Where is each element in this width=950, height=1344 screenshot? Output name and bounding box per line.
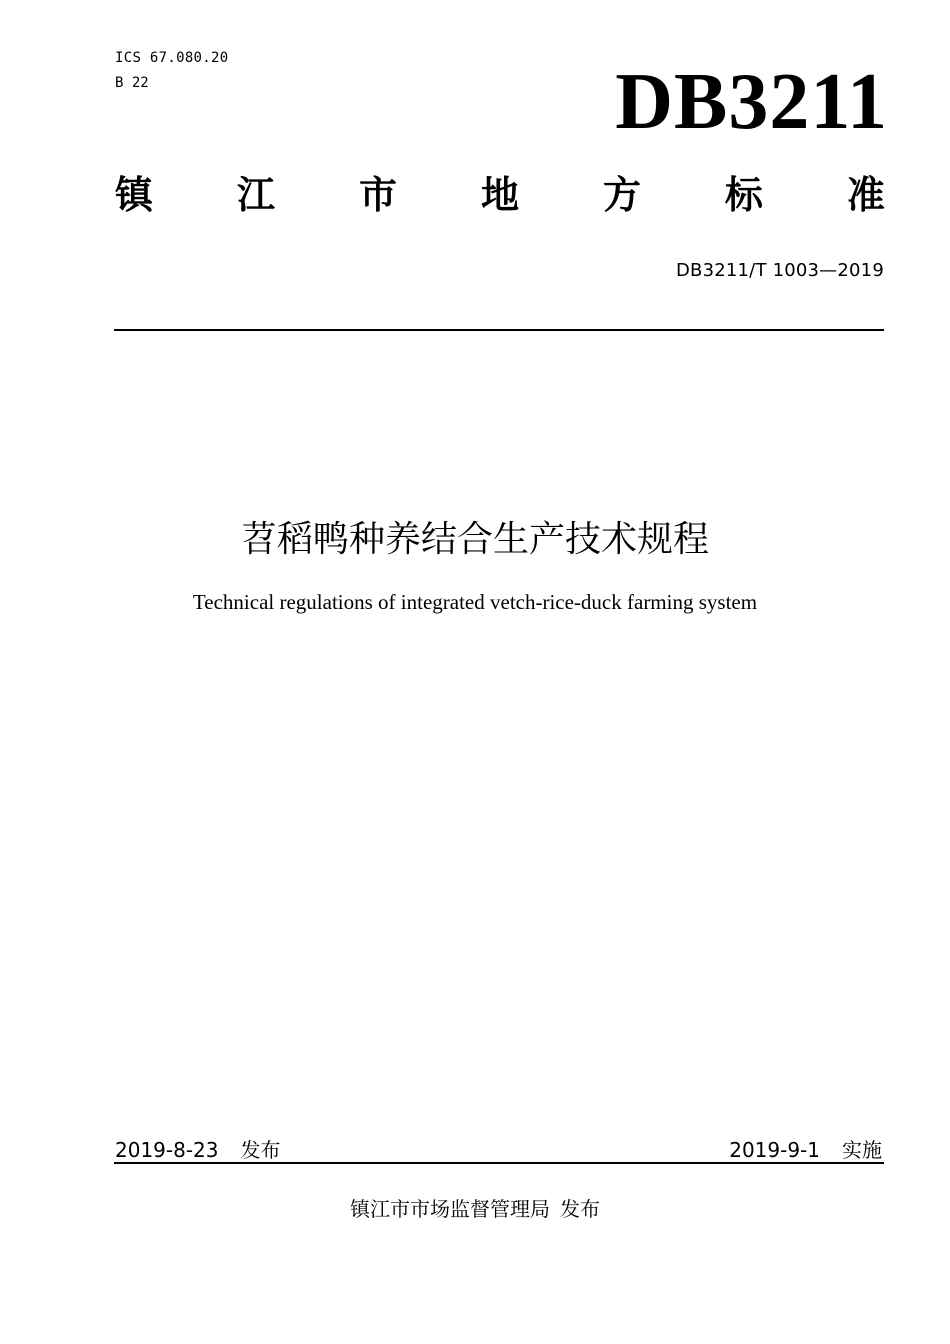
standard-type-heading <box>115 173 885 217</box>
issuer-name: 镇江市市场监督管理局 <box>350 1197 550 1221</box>
standard-type-char: 镇 <box>115 173 154 217</box>
bottom-divider <box>114 1162 884 1164</box>
standard-type-char: 标 <box>724 173 763 217</box>
issue-date-line <box>115 1134 281 1163</box>
issue-date: 2019-8-23 <box>115 1138 219 1162</box>
classification-code: B 22 <box>115 75 149 91</box>
standard-type-char: 市 <box>358 173 397 217</box>
standard-type-char: 江 <box>236 173 275 217</box>
ics-code: ICS 67.080.20 <box>115 50 229 66</box>
implementation-date-line <box>729 1134 882 1163</box>
document-title-english: Technical regulations of integrated vetch-rice-duck farming system <box>192 590 758 614</box>
issuer-line <box>0 1193 950 1222</box>
standard-number: DB3211/T 1003—2019 <box>675 260 884 281</box>
standard-code-logo: DB3211 <box>615 58 888 146</box>
implementation-date: 2019-9-1 <box>729 1138 820 1162</box>
document-title-chinese: 苕稻鸭种养结合生产技术规程 <box>240 519 709 560</box>
standard-type-char: 准 <box>846 173 885 217</box>
issuer-label: 发布 <box>560 1197 600 1221</box>
standard-type-char: 地 <box>480 173 519 217</box>
standard-type-char: 方 <box>602 173 641 217</box>
issue-label: 发布 <box>240 1138 281 1162</box>
top-divider <box>114 329 884 331</box>
implementation-label: 实施 <box>842 1138 882 1162</box>
